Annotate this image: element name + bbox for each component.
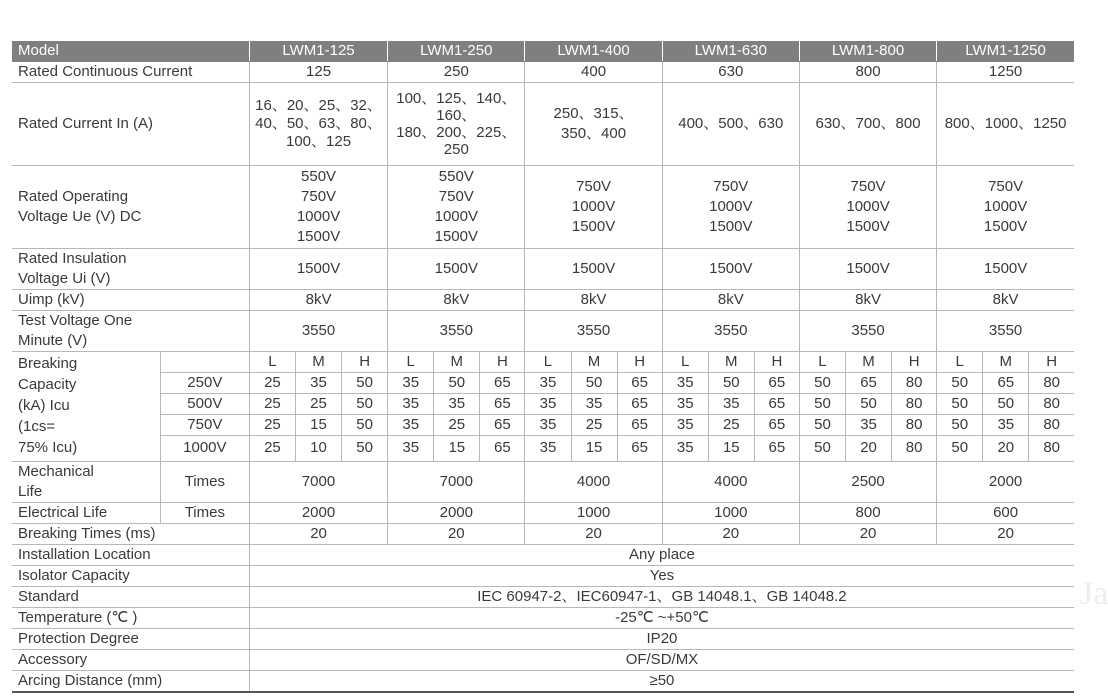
breaking-value-cell: 50: [342, 393, 388, 414]
value-cell: -25℃ ~+50℃: [249, 607, 1074, 628]
model-name: LWM1-250: [388, 41, 525, 61]
row-label: Rated Operating Voltage Ue (V) DC: [12, 165, 249, 248]
breaking-row: [12, 372, 1074, 393]
model-name: LWM1-400: [525, 41, 662, 61]
breaking-row: [12, 393, 1074, 414]
breaking-value-cell: 80: [1029, 435, 1074, 461]
breaking-value-cell: 35: [525, 372, 571, 393]
breaking-value-cell: 50: [799, 372, 845, 393]
breaking-value-cell: 35: [525, 393, 571, 414]
breaking-value-cell: 50: [708, 372, 754, 393]
value-cell: 1500V: [799, 248, 936, 289]
breaking-value-cell: 80: [1029, 414, 1074, 435]
grade-cell: H: [617, 351, 662, 372]
row-label: Breaking Times (ms): [12, 523, 249, 544]
breaking-value-cell: 25: [571, 414, 617, 435]
breaking-value-cell: 65: [846, 372, 892, 393]
breaking-value-cell: 80: [892, 393, 937, 414]
row-label: Standard: [12, 586, 249, 607]
breaking-value-cell: 50: [342, 372, 388, 393]
row-label: Rated Insulation Voltage Ui (V): [12, 248, 249, 289]
value-cell: 3550: [249, 310, 387, 351]
row-label: Accessory: [12, 649, 249, 670]
row-label: Rated Continuous Current: [12, 61, 249, 82]
breaking-value-cell: 80: [892, 435, 937, 461]
grade-cell: L: [525, 351, 571, 372]
value-cell: 20: [525, 523, 662, 544]
value-cell: 100、125、140、 160、 180、200、225、 250: [388, 82, 525, 165]
value-cell: IEC 60947-2、IEC60947-1、GB 14048.1、GB 14048.2: [249, 586, 1074, 607]
value-cell: 750V 1000V 1500V: [662, 165, 799, 248]
value-cell: 550V 750V 1000V 1500V: [388, 165, 525, 248]
model-name: LWM1-800: [799, 41, 936, 61]
value-cell: 250、315、 350、400: [525, 82, 662, 165]
rated-insulation-voltage-row: [12, 248, 1074, 289]
value-cell: 1000: [662, 502, 799, 523]
uimp-row: [12, 289, 1074, 310]
grade-cell: M: [846, 351, 892, 372]
breaking-value-cell: 80: [892, 414, 937, 435]
breaking-value-cell: 10: [295, 435, 341, 461]
value-cell: 3550: [662, 310, 799, 351]
value-cell: 8kV: [525, 289, 662, 310]
value-cell: 8kV: [249, 289, 387, 310]
test-voltage-row: [12, 310, 1074, 351]
value-cell: 630、700、800: [799, 82, 936, 165]
value-cell: 1000: [525, 502, 662, 523]
breaking-value-cell: 65: [480, 372, 525, 393]
grade-cell: L: [388, 351, 434, 372]
breaking-value-cell: 25: [249, 372, 295, 393]
breaking-value-cell: 50: [937, 435, 983, 461]
rated-current-in-row: [12, 82, 1074, 165]
value-cell: 1250: [937, 61, 1074, 82]
breaking-value-cell: 50: [937, 372, 983, 393]
breaking-value-cell: 25: [708, 414, 754, 435]
value-cell: 630: [662, 61, 799, 82]
breaking-value-cell: 50: [799, 393, 845, 414]
breaking-value-cell: 15: [708, 435, 754, 461]
breaking-value-cell: 35: [662, 435, 708, 461]
rated-continuous-current-row: [12, 61, 1074, 82]
breaking-value-cell: 35: [662, 393, 708, 414]
breaking-value-cell: 35: [846, 414, 892, 435]
row-label: Rated Current In (A): [12, 82, 249, 165]
model-name: LWM1-1250: [937, 41, 1074, 61]
value-cell: 750V 1000V 1500V: [525, 165, 662, 248]
blank-cell: [160, 351, 249, 372]
grade-cell: M: [708, 351, 754, 372]
breaking-value-cell: 50: [799, 414, 845, 435]
breaking-value-cell: 80: [1029, 393, 1074, 414]
mechanical-life-row: [12, 461, 1074, 502]
breaking-value-cell: 15: [434, 435, 480, 461]
row-label: Isolator Capacity: [12, 565, 249, 586]
breaking-value-cell: 65: [480, 393, 525, 414]
breaking-value-cell: 50: [846, 393, 892, 414]
breaking-value-cell: 25: [434, 414, 480, 435]
value-cell: Yes: [249, 565, 1074, 586]
breaking-value-cell: 35: [295, 372, 341, 393]
breaking-value-cell: 50: [937, 393, 983, 414]
value-cell: IP20: [249, 628, 1074, 649]
value-cell: 400: [525, 61, 662, 82]
value-cell: 750V 1000V 1500V: [937, 165, 1074, 248]
value-cell: OF/SD/MX: [249, 649, 1074, 670]
value-cell: 800: [799, 502, 936, 523]
value-cell: 8kV: [388, 289, 525, 310]
grade-cell: M: [295, 351, 341, 372]
row-label: Temperature (℃ ): [12, 607, 249, 628]
value-cell: 2500: [799, 461, 936, 502]
breaking-value-cell: 80: [892, 372, 937, 393]
voltage-cell: 250V: [160, 372, 249, 393]
breaking-value-cell: 20: [846, 435, 892, 461]
model-name: LWM1-630: [662, 41, 799, 61]
unit-cell: Times: [160, 502, 249, 523]
breaking-value-cell: 35: [388, 393, 434, 414]
value-cell: 1500V: [937, 248, 1074, 289]
breaking-value-cell: 65: [480, 414, 525, 435]
value-cell: Any place: [249, 544, 1074, 565]
value-cell: 8kV: [937, 289, 1074, 310]
value-cell: ≥50: [249, 670, 1074, 692]
value-cell: 3550: [525, 310, 662, 351]
breaking-value-cell: 35: [662, 414, 708, 435]
breaking-value-cell: 25: [249, 435, 295, 461]
breaking-value-cell: 50: [434, 372, 480, 393]
breaking-value-cell: 65: [617, 393, 662, 414]
breaking-value-cell: 65: [617, 414, 662, 435]
accessory-row: [12, 649, 1074, 670]
breaking-value-cell: 35: [388, 435, 434, 461]
watermark: Ja: [1080, 575, 1108, 612]
breaking-value-cell: 65: [480, 435, 525, 461]
breaking-value-cell: 35: [708, 393, 754, 414]
voltage-cell: 1000V: [160, 435, 249, 461]
value-cell: 1500V: [249, 248, 387, 289]
breaking-value-cell: 25: [249, 393, 295, 414]
breaking-value-cell: 50: [342, 435, 388, 461]
value-cell: 600: [937, 502, 1074, 523]
breaking-value-cell: 25: [249, 414, 295, 435]
value-cell: 3550: [799, 310, 936, 351]
grade-cell: M: [571, 351, 617, 372]
value-cell: 1500V: [388, 248, 525, 289]
grade-cell: L: [662, 351, 708, 372]
value-cell: 800: [799, 61, 936, 82]
value-cell: 2000: [937, 461, 1074, 502]
row-label: Arcing Distance (mm): [12, 670, 249, 692]
standard-row: [12, 586, 1074, 607]
value-cell: 550V 750V 1000V 1500V: [249, 165, 387, 248]
isolator-capacity-row: [12, 565, 1074, 586]
grade-cell: M: [983, 351, 1029, 372]
breaking-value-cell: 65: [754, 372, 799, 393]
header-row: [12, 41, 1074, 61]
electrical-life-row: [12, 502, 1074, 523]
value-cell: 8kV: [662, 289, 799, 310]
value-cell: 7000: [388, 461, 525, 502]
grade-cell: L: [249, 351, 295, 372]
voltage-cell: 500V: [160, 393, 249, 414]
value-cell: 20: [249, 523, 387, 544]
value-cell: 125: [249, 61, 387, 82]
breaking-value-cell: 50: [937, 414, 983, 435]
value-cell: 3550: [388, 310, 525, 351]
model-name: LWM1-125: [249, 41, 387, 61]
row-label: Uimp (kV): [12, 289, 249, 310]
value-cell: 16、20、25、32、 40、50、63、80、 100、125: [249, 82, 387, 165]
voltage-cell: 750V: [160, 414, 249, 435]
breaking-value-cell: 35: [662, 372, 708, 393]
value-cell: 20: [388, 523, 525, 544]
grade-cell: H: [754, 351, 799, 372]
row-label: Test Voltage One Minute (V): [12, 310, 249, 351]
grade-cell: M: [434, 351, 480, 372]
breaking-value-cell: 50: [571, 372, 617, 393]
value-cell: 3550: [937, 310, 1074, 351]
breaking-value-cell: 65: [983, 372, 1029, 393]
value-cell: 750V 1000V 1500V: [799, 165, 936, 248]
value-cell: 20: [799, 523, 936, 544]
breaking-value-cell: 35: [983, 414, 1029, 435]
row-label: Installation Location: [12, 544, 249, 565]
value-cell: 4000: [525, 461, 662, 502]
breaking-value-cell: 50: [799, 435, 845, 461]
protection-degree-row: [12, 628, 1074, 649]
grade-cell: H: [1029, 351, 1074, 372]
value-cell: 4000: [662, 461, 799, 502]
breaking-value-cell: 15: [571, 435, 617, 461]
row-label: Mechanical Life: [12, 461, 160, 502]
breaking-row: [12, 435, 1074, 461]
value-cell: 20: [937, 523, 1074, 544]
grade-cell: L: [937, 351, 983, 372]
breaking-value-cell: 35: [525, 414, 571, 435]
breaking-value-cell: 65: [754, 393, 799, 414]
grade-cell: L: [799, 351, 845, 372]
value-cell: 250: [388, 61, 525, 82]
unit-cell: Times: [160, 461, 249, 502]
installation-location-row: [12, 544, 1074, 565]
breaking-value-cell: 20: [983, 435, 1029, 461]
value-cell: 2000: [249, 502, 387, 523]
breaking-times-row: [12, 523, 1074, 544]
value-cell: 800、1000、1250: [937, 82, 1074, 165]
row-label: Breaking Capacity (kA) Icu (1cs= 75% Icu): [12, 351, 160, 461]
breaking-grade-row: [12, 351, 1074, 372]
breaking-value-cell: 25: [295, 393, 341, 414]
breaking-value-cell: 65: [617, 372, 662, 393]
grade-cell: H: [342, 351, 388, 372]
breaking-value-cell: 35: [388, 414, 434, 435]
arcing-distance-row: [12, 670, 1074, 692]
breaking-value-cell: 15: [295, 414, 341, 435]
breaking-value-cell: 50: [983, 393, 1029, 414]
value-cell: 20: [662, 523, 799, 544]
breaking-value-cell: 65: [617, 435, 662, 461]
breaking-value-cell: 35: [571, 393, 617, 414]
spec-table: [12, 41, 1074, 693]
row-label: Protection Degree: [12, 628, 249, 649]
rated-operating-voltage-row: [12, 165, 1074, 248]
breaking-value-cell: 50: [342, 414, 388, 435]
breaking-value-cell: 65: [754, 414, 799, 435]
breaking-value-cell: 35: [525, 435, 571, 461]
breaking-value-cell: 35: [434, 393, 480, 414]
value-cell: 7000: [249, 461, 387, 502]
breaking-value-cell: 80: [1029, 372, 1074, 393]
breaking-row: [12, 414, 1074, 435]
value-cell: 8kV: [799, 289, 936, 310]
grade-cell: H: [892, 351, 937, 372]
breaking-value-cell: 65: [754, 435, 799, 461]
temperature-row: [12, 607, 1074, 628]
value-cell: 1500V: [525, 248, 662, 289]
breaking-value-cell: 35: [388, 372, 434, 393]
grade-cell: H: [480, 351, 525, 372]
value-cell: 400、500、630: [662, 82, 799, 165]
value-cell: 1500V: [662, 248, 799, 289]
value-cell: 2000: [388, 502, 525, 523]
model-label: Model: [12, 41, 249, 61]
row-label: Electrical Life: [12, 502, 160, 523]
